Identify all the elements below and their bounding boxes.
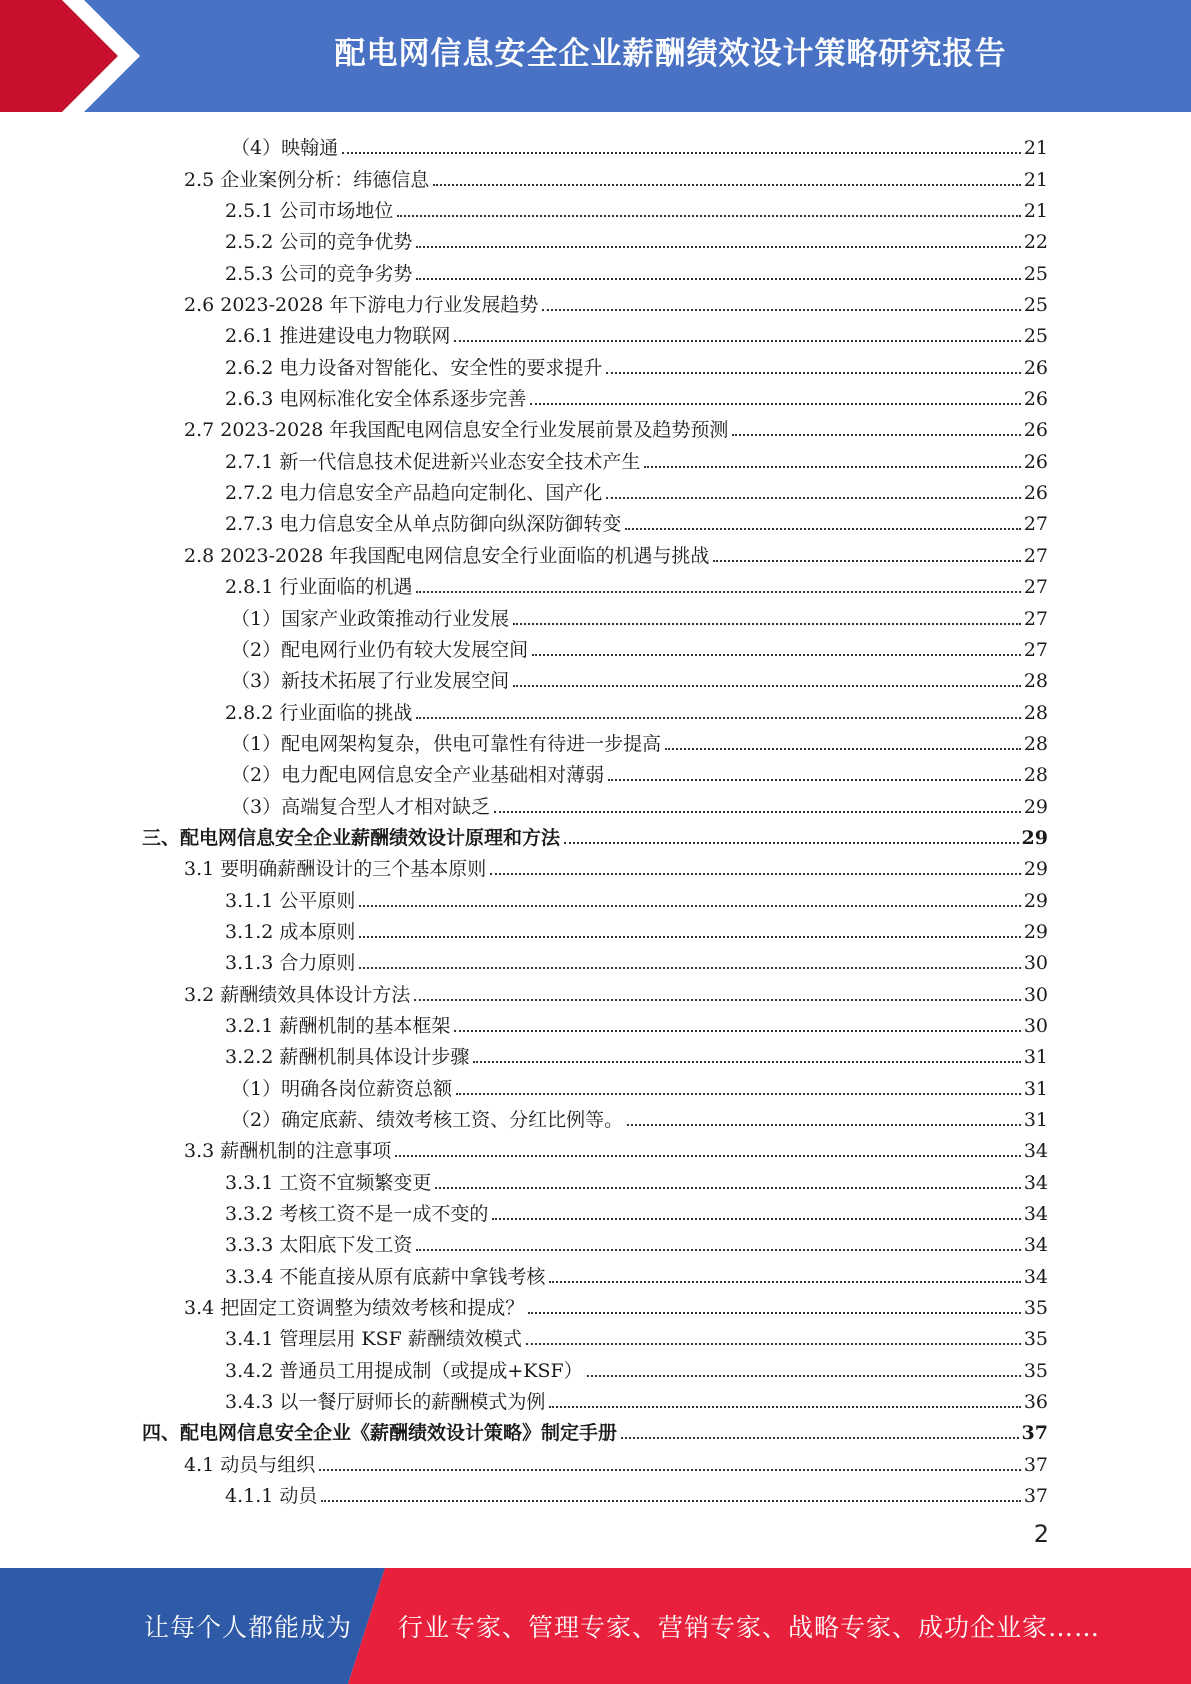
toc-entry-page: 27 bbox=[1023, 544, 1048, 567]
toc-entry-title: 2.5.1 公司市场地位 bbox=[225, 200, 394, 223]
toc-entry[interactable] bbox=[142, 630, 1048, 661]
toc-entry-title: 3.4.3 以一餐厅厨师长的薪酬模式为例 bbox=[225, 1391, 546, 1414]
dot-leader bbox=[549, 1406, 1020, 1408]
toc-entry-page: 34 bbox=[1023, 1203, 1048, 1226]
toc-entry-title: 2.7 2023-2028 年我国配电网信息安全行业发展前景及趋势预测 bbox=[184, 419, 729, 442]
toc-entry[interactable] bbox=[142, 1350, 1048, 1381]
toc-entry[interactable] bbox=[142, 1413, 1048, 1444]
toc-entry-page: 34 bbox=[1023, 1140, 1048, 1163]
toc-entry[interactable] bbox=[142, 598, 1048, 629]
toc-entry-page: 28 bbox=[1023, 732, 1048, 755]
toc-entry-title: 2.7.1 新一代信息技术促进新兴业态安全技术产生 bbox=[225, 450, 641, 473]
toc-entry-page: 28 bbox=[1023, 670, 1048, 693]
toc-entry-title: 3.3.4 不能直接从原有底薪中拿钱考核 bbox=[225, 1265, 546, 1288]
toc-entry-title: （3）高端复合型人才相对缺乏 bbox=[231, 795, 491, 818]
toc-entry[interactable] bbox=[142, 818, 1048, 849]
toc-entry-title: 3.4 把固定工资调整为绩效考核和提成？ bbox=[184, 1297, 525, 1320]
toc-entry[interactable] bbox=[142, 1194, 1048, 1225]
toc-entry[interactable] bbox=[142, 535, 1048, 566]
toc-entry-title: 3.3.2 考核工资不是一成不变的 bbox=[225, 1203, 489, 1226]
toc-entry-page: 27 bbox=[1023, 513, 1048, 536]
toc-entry-title: 2.6.2 电力设备对智能化、安全性的要求提升 bbox=[225, 356, 603, 379]
dot-leader bbox=[627, 1124, 1021, 1126]
dot-leader bbox=[490, 873, 1021, 875]
report-title: 配电网信息安全企业薪酬绩效设计策略研究报告 bbox=[334, 35, 1007, 72]
toc-entry-title: 2.7.3 电力信息安全从单点防御向纵深防御转变 bbox=[225, 513, 622, 536]
dot-leader bbox=[414, 999, 1021, 1001]
toc-entry-page: 29 bbox=[1023, 858, 1048, 881]
toc-entry[interactable] bbox=[142, 692, 1048, 723]
table-of-contents bbox=[142, 128, 1048, 1507]
toc-entry-title: 2.6 2023-2028 年下游电力行业发展趋势 bbox=[184, 294, 539, 317]
toc-entry-title: 2.8.1 行业面临的机遇 bbox=[225, 576, 413, 599]
dot-leader bbox=[433, 184, 1021, 186]
dot-leader bbox=[416, 1249, 1020, 1251]
toc-entry-page: 29 bbox=[1023, 889, 1048, 912]
toc-entry-page: 34 bbox=[1023, 1234, 1048, 1257]
toc-entry[interactable] bbox=[142, 1319, 1048, 1350]
toc-entry-page: 30 bbox=[1023, 952, 1048, 975]
toc-entry-title: 2.5 企业案例分析：纬德信息 bbox=[184, 168, 430, 191]
toc-entry-title: 3.1.1 公平原则 bbox=[225, 889, 356, 912]
toc-entry-page: 27 bbox=[1023, 607, 1048, 630]
toc-entry-title: 2.6.3 电网标准化安全体系逐步完善 bbox=[225, 388, 527, 411]
toc-entry-page: 29 bbox=[1021, 826, 1048, 849]
dot-leader bbox=[532, 654, 1021, 656]
toc-entry-page: 31 bbox=[1023, 1109, 1048, 1131]
dot-leader bbox=[530, 403, 1020, 405]
toc-entry-page: 35 bbox=[1023, 1297, 1048, 1320]
dot-leader bbox=[564, 842, 1019, 844]
page-number: 2 bbox=[1033, 1520, 1049, 1548]
toc-entry[interactable] bbox=[142, 253, 1048, 284]
toc-entry[interactable] bbox=[142, 974, 1048, 1005]
dot-leader bbox=[473, 1061, 1020, 1063]
toc-entry[interactable] bbox=[142, 1288, 1048, 1319]
toc-entry[interactable] bbox=[142, 159, 1048, 190]
toc-entry[interactable] bbox=[142, 943, 1048, 974]
toc-entry[interactable] bbox=[142, 379, 1048, 410]
toc-entry-title: （2）电力配电网信息安全产业基础相对薄弱 bbox=[231, 764, 605, 787]
toc-entry[interactable] bbox=[142, 1162, 1048, 1193]
toc-entry-page: 30 bbox=[1023, 983, 1048, 1006]
toc-entry-page: 21 bbox=[1023, 137, 1048, 160]
dot-leader bbox=[621, 1437, 1019, 1439]
toc-entry[interactable] bbox=[142, 1476, 1048, 1507]
toc-entry-page: 29 bbox=[1023, 920, 1048, 943]
toc-entry-title: （2）确定底薪、绩效考核工资、分红比例等。 bbox=[231, 1109, 624, 1131]
toc-entry-page: 21 bbox=[1023, 168, 1048, 191]
dot-leader bbox=[528, 1312, 1021, 1314]
toc-entry[interactable] bbox=[142, 347, 1048, 378]
dot-leader bbox=[395, 1155, 1021, 1157]
toc-entry-page: 36 bbox=[1023, 1391, 1048, 1414]
toc-entry[interactable] bbox=[142, 410, 1048, 441]
toc-entry-title: （1）配电网架构复杂，供电可靠性有待进一步提高 bbox=[231, 732, 662, 755]
dot-leader bbox=[549, 1281, 1020, 1283]
page-footer bbox=[0, 1568, 1191, 1684]
dot-leader bbox=[587, 1375, 1021, 1377]
toc-entry-title: 四、配电网信息安全企业《薪酬绩效设计策略》制定手册 bbox=[142, 1422, 618, 1445]
toc-entry-title: 3.1.2 成本原则 bbox=[225, 920, 356, 943]
toc-entry-title: 3.2.1 薪酬机制的基本框架 bbox=[225, 1014, 451, 1037]
toc-entry-title: 3.3.1 工资不宜频繁变更 bbox=[225, 1171, 432, 1194]
toc-entry-title: （2）配电网行业仍有较大发展空间 bbox=[231, 638, 529, 661]
toc-entry-title: 2.8.2 行业面临的挑战 bbox=[225, 701, 413, 724]
dot-leader bbox=[513, 623, 1021, 625]
toc-entry-title: （3）新技术拓展了行业发展空间 bbox=[231, 670, 510, 693]
toc-entry-page: 26 bbox=[1023, 450, 1048, 473]
toc-entry-title: 2.8 2023-2028 年我国配电网信息安全行业面临的机遇与挑战 bbox=[184, 544, 710, 567]
dot-leader bbox=[319, 1469, 1021, 1471]
toc-entry[interactable] bbox=[142, 1131, 1048, 1162]
toc-entry[interactable] bbox=[142, 755, 1048, 786]
toc-entry[interactable] bbox=[142, 1006, 1048, 1037]
toc-entry[interactable] bbox=[142, 316, 1048, 347]
page-header bbox=[0, 0, 1191, 112]
toc-entry-page: 31 bbox=[1023, 1077, 1048, 1100]
toc-entry-title: 3.4.2 普通员工用提成制（或提成+KSF） bbox=[225, 1359, 583, 1382]
toc-entry[interactable] bbox=[142, 1382, 1048, 1413]
dot-leader bbox=[416, 278, 1020, 280]
toc-entry-title: 3.3 薪酬机制的注意事项 bbox=[184, 1140, 392, 1163]
toc-entry-page: 25 bbox=[1023, 294, 1048, 317]
toc-entry-title: 2.5.3 公司的竞争劣势 bbox=[225, 262, 413, 285]
toc-entry-title: （4）映翰通 bbox=[231, 137, 339, 160]
toc-entry-page: 28 bbox=[1023, 764, 1048, 787]
toc-entry[interactable] bbox=[142, 912, 1048, 943]
toc-entry-page: 37 bbox=[1023, 1453, 1048, 1476]
toc-entry[interactable] bbox=[142, 849, 1048, 880]
dot-leader bbox=[435, 1187, 1020, 1189]
toc-entry-page: 26 bbox=[1023, 388, 1048, 411]
toc-entry-title: 三、配电网信息安全企业薪酬绩效设计原理和方法 bbox=[142, 826, 561, 849]
dot-leader bbox=[359, 967, 1020, 969]
toc-entry-page: 21 bbox=[1023, 200, 1048, 223]
dot-leader bbox=[416, 717, 1020, 719]
toc-entry-page: 30 bbox=[1023, 1014, 1048, 1037]
toc-entry-page: 22 bbox=[1023, 231, 1048, 254]
toc-entry[interactable] bbox=[142, 661, 1048, 692]
toc-entry-page: 26 bbox=[1023, 482, 1048, 505]
dot-leader bbox=[665, 748, 1021, 750]
toc-entry-page: 37 bbox=[1023, 1485, 1048, 1508]
dot-leader bbox=[397, 215, 1020, 217]
toc-entry-title: 3.4.1 管理层用 KSF 薪酬绩效模式 bbox=[225, 1328, 522, 1351]
dot-leader bbox=[454, 340, 1020, 342]
toc-entry-page: 26 bbox=[1023, 419, 1048, 442]
dot-leader bbox=[513, 685, 1021, 687]
toc-entry-page: 28 bbox=[1023, 701, 1048, 724]
dot-leader bbox=[359, 905, 1020, 907]
toc-entry[interactable] bbox=[142, 1100, 1048, 1131]
toc-entry-title: 2.6.1 推进建设电力物联网 bbox=[225, 325, 451, 348]
toc-entry[interactable] bbox=[142, 1068, 1048, 1099]
dot-leader bbox=[456, 1093, 1021, 1095]
toc-entry-page: 35 bbox=[1023, 1359, 1048, 1382]
dot-leader bbox=[342, 152, 1021, 154]
toc-entry-title: 4.1.1 动员 bbox=[225, 1485, 318, 1508]
footer-slogan-right: 行业专家、管理专家、营销专家、战略专家、成功企业家…… bbox=[398, 1613, 1101, 1642]
toc-entry-title: 2.5.2 公司的竞争优势 bbox=[225, 231, 413, 254]
toc-entry[interactable] bbox=[142, 724, 1048, 755]
dot-leader bbox=[526, 1343, 1021, 1345]
dot-leader bbox=[416, 246, 1020, 248]
toc-entry-title: 3.1.3 合力原则 bbox=[225, 952, 356, 975]
toc-entry[interactable] bbox=[142, 1037, 1048, 1068]
dot-leader bbox=[606, 372, 1020, 374]
footer-slogan-left: 让每个人都能成为 bbox=[144, 1613, 353, 1642]
toc-entry-page: 27 bbox=[1023, 576, 1048, 599]
dot-leader bbox=[542, 309, 1020, 311]
toc-entry-title: 3.2.2 薪酬机制具体设计步骤 bbox=[225, 1046, 470, 1069]
dot-leader bbox=[713, 560, 1020, 562]
toc-entry-title: 2.7.2 电力信息安全产品趋向定制化、国产化 bbox=[225, 482, 603, 505]
toc-entry[interactable] bbox=[142, 191, 1048, 222]
toc-entry-page: 31 bbox=[1023, 1046, 1048, 1069]
toc-entry-title: （1）明确各岗位薪资总额 bbox=[231, 1077, 453, 1100]
dot-leader bbox=[454, 1030, 1020, 1032]
toc-entry-title: 3.1 要明确薪酬设计的三个基本原则 bbox=[184, 858, 487, 881]
toc-entry-page: 34 bbox=[1023, 1171, 1048, 1194]
toc-entry-page: 29 bbox=[1023, 795, 1048, 818]
toc-entry-page: 26 bbox=[1023, 356, 1048, 379]
toc-entry[interactable] bbox=[142, 880, 1048, 911]
toc-entry-page: 35 bbox=[1023, 1328, 1048, 1351]
toc-entry-title: 4.1 动员与组织 bbox=[184, 1453, 316, 1476]
toc-entry[interactable] bbox=[142, 504, 1048, 535]
dot-leader bbox=[359, 936, 1020, 938]
toc-entry[interactable] bbox=[142, 222, 1048, 253]
dot-leader bbox=[608, 779, 1021, 781]
toc-entry-page: 25 bbox=[1023, 325, 1048, 348]
toc-entry[interactable] bbox=[142, 1444, 1048, 1475]
toc-entry[interactable] bbox=[142, 1256, 1048, 1287]
dot-leader bbox=[321, 1500, 1020, 1502]
toc-entry-page: 27 bbox=[1023, 638, 1048, 661]
chevron-arrow-icon bbox=[0, 0, 160, 112]
toc-entry-title: （1）国家产业政策推动行业发展 bbox=[231, 607, 510, 630]
toc-entry[interactable] bbox=[142, 567, 1048, 598]
toc-entry-title: 3.3.3 太阳底下发工资 bbox=[225, 1234, 413, 1257]
dot-leader bbox=[416, 591, 1020, 593]
dot-leader bbox=[492, 1218, 1020, 1220]
toc-entry[interactable] bbox=[142, 1225, 1048, 1256]
toc-entry[interactable] bbox=[142, 786, 1048, 817]
toc-entry[interactable] bbox=[142, 128, 1048, 159]
dot-leader bbox=[606, 497, 1020, 499]
dot-leader bbox=[625, 528, 1020, 530]
dot-leader bbox=[494, 811, 1021, 813]
toc-entry-title: 3.2 薪酬绩效具体设计方法 bbox=[184, 983, 411, 1006]
toc-entry[interactable] bbox=[142, 473, 1048, 504]
toc-entry-page: 25 bbox=[1023, 262, 1048, 285]
dot-leader bbox=[732, 434, 1020, 436]
toc-entry-page: 37 bbox=[1021, 1422, 1048, 1445]
dot-leader bbox=[644, 466, 1020, 468]
toc-entry[interactable] bbox=[142, 285, 1048, 316]
toc-entry[interactable] bbox=[142, 441, 1048, 472]
toc-entry-page: 34 bbox=[1023, 1265, 1048, 1288]
